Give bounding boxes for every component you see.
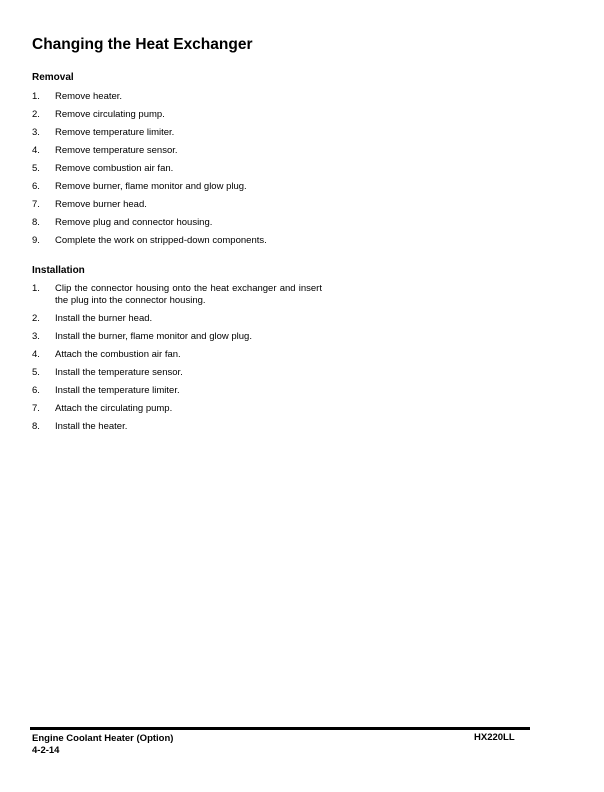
step-text: Install the heater. (55, 421, 128, 432)
step-text: Install the temperature limiter. (55, 385, 180, 396)
step-text: Clip the connector housing onto the heat exchanger and insert the plug into the connector housing. (55, 283, 322, 306)
footer-page-number: 4-2-14 (32, 745, 60, 756)
installation-step (32, 421, 322, 433)
installation-step (32, 331, 322, 343)
removal-steps-list (32, 91, 322, 253)
footer-divider (30, 727, 530, 730)
removal-step (32, 181, 322, 193)
step-number: 3. (32, 127, 40, 138)
step-text: Remove circulating pump. (55, 109, 165, 120)
step-number: 3. (32, 331, 40, 342)
removal-step (32, 91, 322, 103)
step-number: 1. (32, 91, 40, 102)
step-text: Remove temperature limiter. (55, 127, 175, 138)
step-text: Remove combustion air fan. (55, 163, 174, 174)
step-number: 2. (32, 313, 40, 324)
removal-step (32, 235, 322, 247)
step-number: 8. (32, 421, 40, 432)
installation-step (32, 349, 322, 361)
step-number: 7. (32, 403, 40, 414)
step-number: 2. (32, 109, 40, 120)
footer-left (32, 733, 173, 757)
installation-steps-list (32, 283, 322, 439)
step-number: 6. (32, 385, 40, 396)
footer-section-title: Engine Coolant Heater (Option) (32, 733, 174, 744)
step-number: 9. (32, 235, 40, 246)
step-text: Complete the work on stripped-down components. (55, 235, 267, 246)
step-number: 5. (32, 163, 40, 174)
step-text: Remove burner head. (55, 199, 147, 210)
installation-step (32, 403, 322, 415)
step-text: Remove burner, flame monitor and glow plug. (55, 181, 247, 192)
step-number: 6. (32, 181, 40, 192)
step-text: Remove temperature sensor. (55, 145, 178, 156)
step-number: 8. (32, 217, 40, 228)
step-text: Attach the circulating pump. (55, 403, 173, 414)
removal-step (32, 217, 322, 229)
removal-step (32, 109, 322, 121)
installation-step (32, 313, 322, 325)
removal-step (32, 163, 322, 175)
step-text: Remove plug and connector housing. (55, 217, 213, 228)
step-number: 4. (32, 145, 40, 156)
step-text: Install the temperature sensor. (55, 367, 183, 378)
removal-step (32, 199, 322, 211)
footer-model: HX220LL (474, 732, 515, 743)
removal-step (32, 145, 322, 157)
step-number: 4. (32, 349, 40, 360)
installation-step (32, 385, 322, 397)
step-text: Install the burner head. (55, 313, 153, 324)
step-text: Remove heater. (55, 91, 123, 102)
installation-heading: Installation (32, 265, 85, 276)
step-number: 5. (32, 367, 40, 378)
page-title: Changing the Heat Exchanger (32, 36, 253, 53)
removal-step (32, 127, 322, 139)
step-text: Install the burner, flame monitor and glow plug. (55, 331, 252, 342)
step-number: 7. (32, 199, 40, 210)
removal-heading: Removal (32, 72, 74, 83)
installation-step (32, 367, 322, 379)
step-text: Attach the combustion air fan. (55, 349, 181, 360)
step-number: 1. (32, 283, 40, 294)
installation-step (32, 283, 322, 307)
